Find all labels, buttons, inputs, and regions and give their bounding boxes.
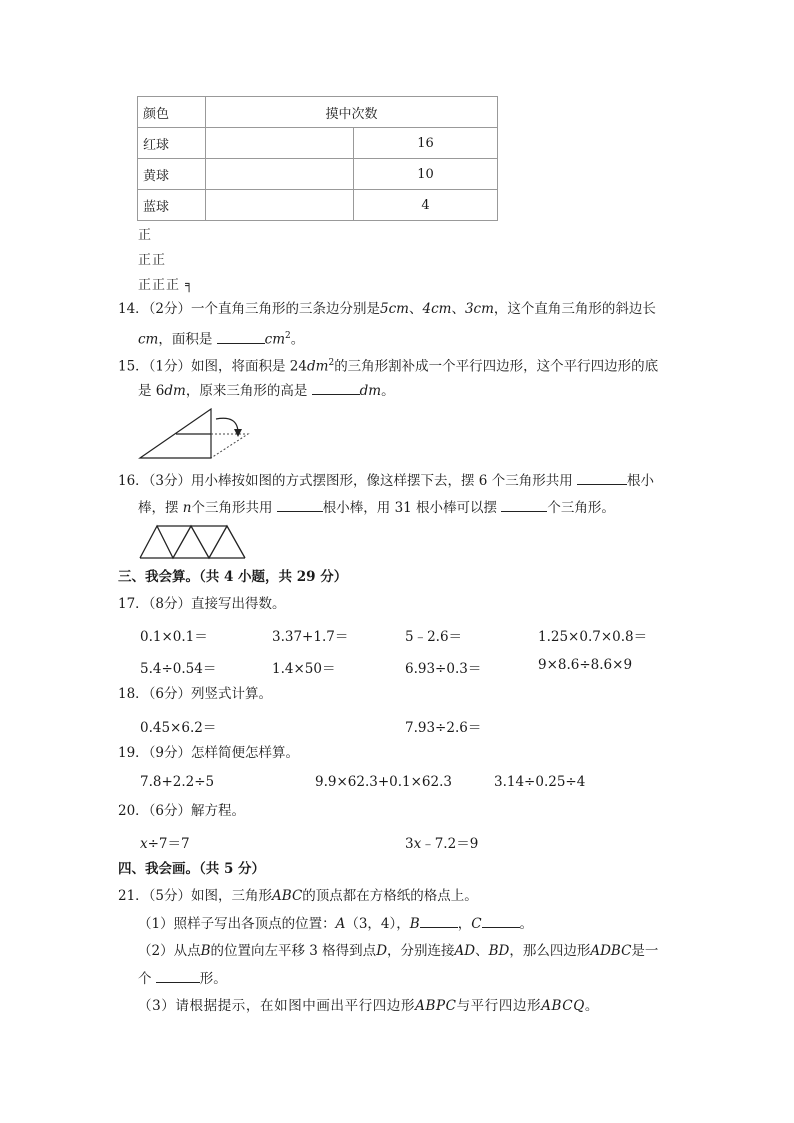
section-4-heading: 四、我会画。（共 5 分） xyxy=(118,861,266,877)
q15-line2: 是 6dm，原来三角形的高是 dm。 xyxy=(138,380,395,401)
q19-item: 3.14÷0.25÷4 xyxy=(494,774,586,790)
q19-item: 9.9×62.3+0.1×62.3 xyxy=(315,774,452,790)
tally-mark-2: 正正 xyxy=(138,253,167,268)
q21-title: 21．（5分）如图，三角形ABC的顶点都在方格纸的格点上。 xyxy=(118,888,478,904)
row-color: 黄球 xyxy=(138,159,206,190)
rotate-arrow xyxy=(216,418,238,433)
answer-blank[interactable] xyxy=(312,380,360,395)
answer-blank[interactable] xyxy=(277,497,323,512)
q21-part-2-line1: （2）从点B的位置向左平移 3 格得到点D，分别连接AD、BD，那么四边形ADBC是一 xyxy=(138,943,659,959)
tally-mark-3: 正正正 ╕ xyxy=(138,278,194,293)
q20-equation-1: x÷7＝7 xyxy=(140,836,190,852)
row-tally-cell xyxy=(206,128,354,159)
q15-line1: 15．（1分）如图，将面积是 $24dm^2$的三角形割补成一个平行四边形，这个平行四边形的底 xyxy=(118,358,659,375)
q17-item: 6.93÷0.3＝ xyxy=(405,661,482,677)
answer-blank[interactable] xyxy=(420,913,458,928)
answer-blank[interactable] xyxy=(156,968,200,983)
q16-line1: 16．（3分）用小棒按如图的方式摆图形，像这样摆下去，摆 6 个三角形共用 根小 xyxy=(118,470,654,491)
row-color: 红球 xyxy=(138,128,206,159)
section-3-heading: 三、我会算。（共 4 小题，共 29 分） xyxy=(118,569,348,585)
q18-item: 0.45×6.2＝ xyxy=(140,720,217,736)
row-count: 4 xyxy=(354,190,498,221)
q17-item: 5﹣2.6＝ xyxy=(405,629,463,645)
q18-item: 7.93÷2.6＝ xyxy=(405,720,482,736)
q17-item: 1.4×50＝ xyxy=(272,661,336,677)
q17-title: 17．（8分）直接写出得数。 xyxy=(118,596,286,612)
q19-item: 7.8+2.2÷5 xyxy=(140,774,215,790)
moved-part xyxy=(211,434,248,458)
table-row xyxy=(138,128,498,159)
q14-line2: cm，面积是 $cm^2$。 xyxy=(138,326,304,350)
q17-item: 9×8.6÷8.6×9 xyxy=(538,657,633,673)
q17-item: 0.1×0.1＝ xyxy=(140,629,208,645)
row-count: 10 xyxy=(354,159,498,190)
q17-item: 1.25×0.7×0.8＝ xyxy=(538,629,648,645)
tally-table xyxy=(137,96,498,221)
row-tally-cell xyxy=(206,159,354,190)
q18-title: 18．（6分）列竖式计算。 xyxy=(118,686,273,702)
q14-line1: 14．（2分）一个直角三角形的三条边分别是5cm、4cm、3cm，这个直角三角形的斜边长 xyxy=(118,301,656,317)
q16-line2: 棒，摆 n个三角形共用 根小棒，用 31 根小棒可以摆 个三角形。 xyxy=(138,497,615,518)
stick-zigzag xyxy=(140,526,245,558)
stick-triangles-figure xyxy=(139,524,249,560)
q21-part-1: （1）照样子写出各顶点的位置：A（3，4），B ，C 。 xyxy=(138,913,533,934)
answer-blank[interactable] xyxy=(217,329,265,344)
q21-part-3: （3）请根据提示，在如图中画出平行四边形ABPC与平行四边形ABCQ。 xyxy=(138,998,600,1014)
header-count: 摸中次数 xyxy=(206,97,498,128)
answer-blank[interactable] xyxy=(482,913,520,928)
table-row xyxy=(138,190,498,221)
tally-mark-1: 正 xyxy=(138,228,153,243)
row-tally-cell xyxy=(206,190,354,221)
q20-equation-2: 3x﹣7.2＝9 xyxy=(405,836,479,852)
triangle-cut-figure xyxy=(138,405,258,463)
table-row xyxy=(138,159,498,190)
table-header-row xyxy=(138,97,498,128)
q17-item: 3.37+1.7＝ xyxy=(272,629,349,645)
q19-title: 19．（9分）怎样简便怎样算。 xyxy=(118,745,300,761)
row-color: 蓝球 xyxy=(138,190,206,221)
arrow-head xyxy=(234,429,242,437)
answer-blank[interactable] xyxy=(501,497,547,512)
header-color: 颜色 xyxy=(138,97,206,128)
q21-part-2-line2: 个 形。 xyxy=(138,968,227,989)
row-count: 16 xyxy=(354,128,498,159)
q17-item: 5.4÷0.54＝ xyxy=(140,661,217,677)
q20-title: 20．（6分）解方程。 xyxy=(118,803,246,819)
answer-blank[interactable] xyxy=(577,470,627,485)
